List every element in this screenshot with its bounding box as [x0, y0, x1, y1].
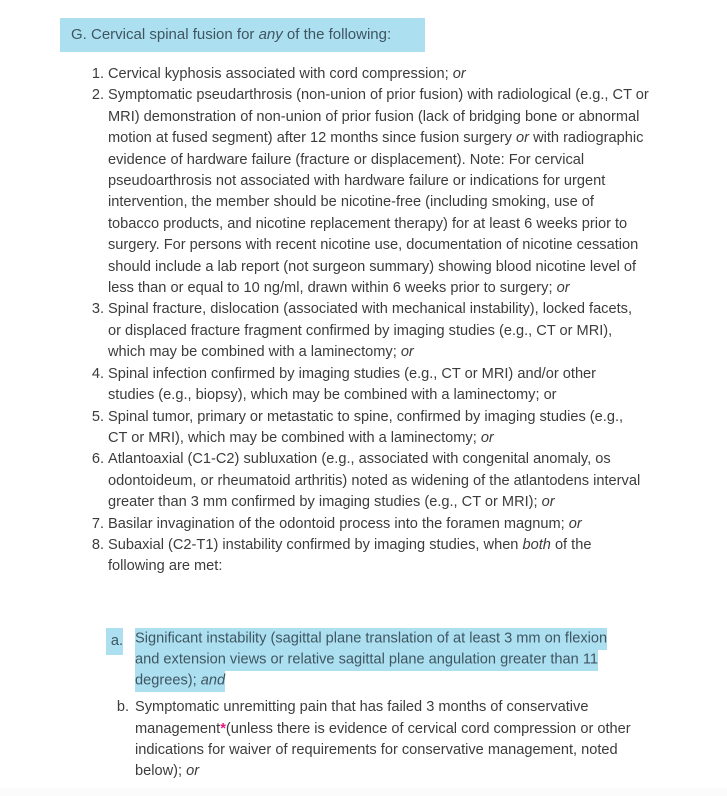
list-item-text	[108, 514, 646, 535]
list-item	[86, 85, 649, 299]
list-item	[86, 299, 646, 363]
list-item	[86, 64, 646, 85]
list-item-text	[108, 449, 646, 513]
list-item-text-emphasis: or	[568, 515, 582, 532]
list-item	[86, 364, 646, 407]
list-item-marker: 7.	[91, 515, 104, 532]
list-item-text-emphasis: or	[480, 429, 494, 446]
sub-list-item	[112, 697, 632, 783]
list-item	[86, 514, 646, 535]
sub-list-item-text-emphasis: or	[186, 763, 200, 780]
section-header-suffix: of the following:	[282, 26, 392, 43]
list-item-text	[108, 364, 646, 407]
sub-list-item-text-lead: Symptomatic unremitting pain that has failed 3 months of conservative management	[135, 699, 589, 737]
sub-list-item-highlighted	[112, 628, 632, 692]
page-bottom-edge	[0, 788, 727, 796]
sub-list-item-text-mid: (unless there is evidence of cervical cord compression or other indications for waiver of requirements for conservative management, noted below);	[135, 720, 631, 780]
list-item-text-tail: of the following are met:	[108, 536, 592, 575]
list-item-text-lead: Spinal fracture, dislocation (associated with mechanical instability), locked facets, or displaced fracture fragment confirmed by imaging studies (e.g., CT or MRI), which may be combined with a laminectomy;	[108, 301, 632, 361]
list-item-marker: 3.	[91, 301, 104, 318]
list-item-text-emphasis: or	[516, 130, 530, 147]
list-item-text-emphasis: both	[522, 536, 551, 553]
list-item-marker: 8.	[91, 536, 104, 553]
list-item	[86, 407, 646, 450]
sub-list-item-text	[135, 699, 631, 779]
sub-list-item-text-emphasis: and	[201, 670, 225, 692]
list-item-text	[108, 85, 649, 299]
list-item-marker: 5.	[91, 408, 104, 425]
sub-list-item-marker: a.	[106, 628, 123, 655]
sub-list-item-text-lead: Significant instability (sagittal plane translation of at least 3 mm on flexion and extension views or relative sagittal plane angulation greater than 11 degrees);	[135, 628, 607, 693]
list-item-marker: 2.	[91, 87, 104, 104]
criteria-ordered-list	[86, 64, 649, 578]
sub-list-item-text	[135, 628, 607, 693]
list-item-text-emphasis-2: or	[556, 280, 570, 297]
list-item-text-lead: Cervical kyphosis associated with cord compression;	[108, 66, 453, 82]
list-item	[86, 535, 646, 578]
list-item-text-emphasis: or	[400, 344, 414, 361]
list-item-text	[108, 535, 646, 578]
criteria-sub-list	[112, 628, 632, 783]
section-header-highlighted	[60, 18, 425, 52]
list-item-text-emphasis: or	[541, 494, 555, 511]
list-item-marker: 4.	[91, 365, 104, 382]
list-item-text	[108, 64, 646, 85]
list-item-text-lead: Atlantoaxial (C1-C2) subluxation (e.g., associated with congenital anomaly, os odontoideum, or rheumatoid arthritis) noted as widening of the atlantodens interval greater than 3 mm confirmed by imaging studies (e.g., CT or MRI);	[108, 451, 641, 511]
list-item-text-lead: Subaxial (C2-T1) instability confirmed by imaging studies, when	[108, 536, 523, 553]
section-header-emphasis: any	[258, 26, 283, 43]
list-item-text	[108, 407, 646, 450]
list-item-text-lead: Symptomatic pseudarthrosis (non-union of prior fusion) with radiological (e.g., CT or MRI) demonstration of non-union of prior fusion (lack of bridging bone or abnormal motion at fused segment) after 12 months since fusion surgery	[108, 87, 649, 147]
list-item-text-emphasis: or	[452, 66, 466, 82]
list-item-text-tail: with radiographic evidence of hardware failure (fracture or displacement). Note: For cervical pseudoarthrosis not associated with hardware failure or indications for urgent intervention, the member should be nicotine-free (including smoking, use of tobacco products, and nicotine replacement therapy) for at least 6 weeks prior to surgery. For persons with recent nicotine use, documentation of nicotine cessation should include a lab report (not surgeon summary) showing blood nicotine level of less than or equal to 10 ng/ml, drawn within 6 weeks prior to surgery;	[108, 130, 644, 297]
list-item-text-lead: Spinal infection confirmed by imaging studies (e.g., CT or MRI) and/or other studies (e.g., biopsy), which may be combined with a laminectomy; or	[108, 365, 597, 404]
list-item-text-lead: Basilar invagination of the odontoid process into the foramen magnum;	[108, 515, 569, 532]
list-item-marker: 6.	[91, 451, 104, 468]
sub-list-item-marker: b.	[116, 699, 129, 716]
list-item-text-lead: Spinal tumor, primary or metastatic to spine, confirmed by imaging studies (e.g., CT or MRI), which may be combined with a laminectomy;	[108, 408, 624, 446]
section-header-prefix: G. Cervical spinal fusion for	[71, 26, 259, 43]
list-item-text	[108, 299, 646, 363]
list-item	[86, 449, 646, 513]
list-item-marker: 1.	[91, 66, 104, 82]
footnote-asterisk: *	[220, 720, 226, 737]
